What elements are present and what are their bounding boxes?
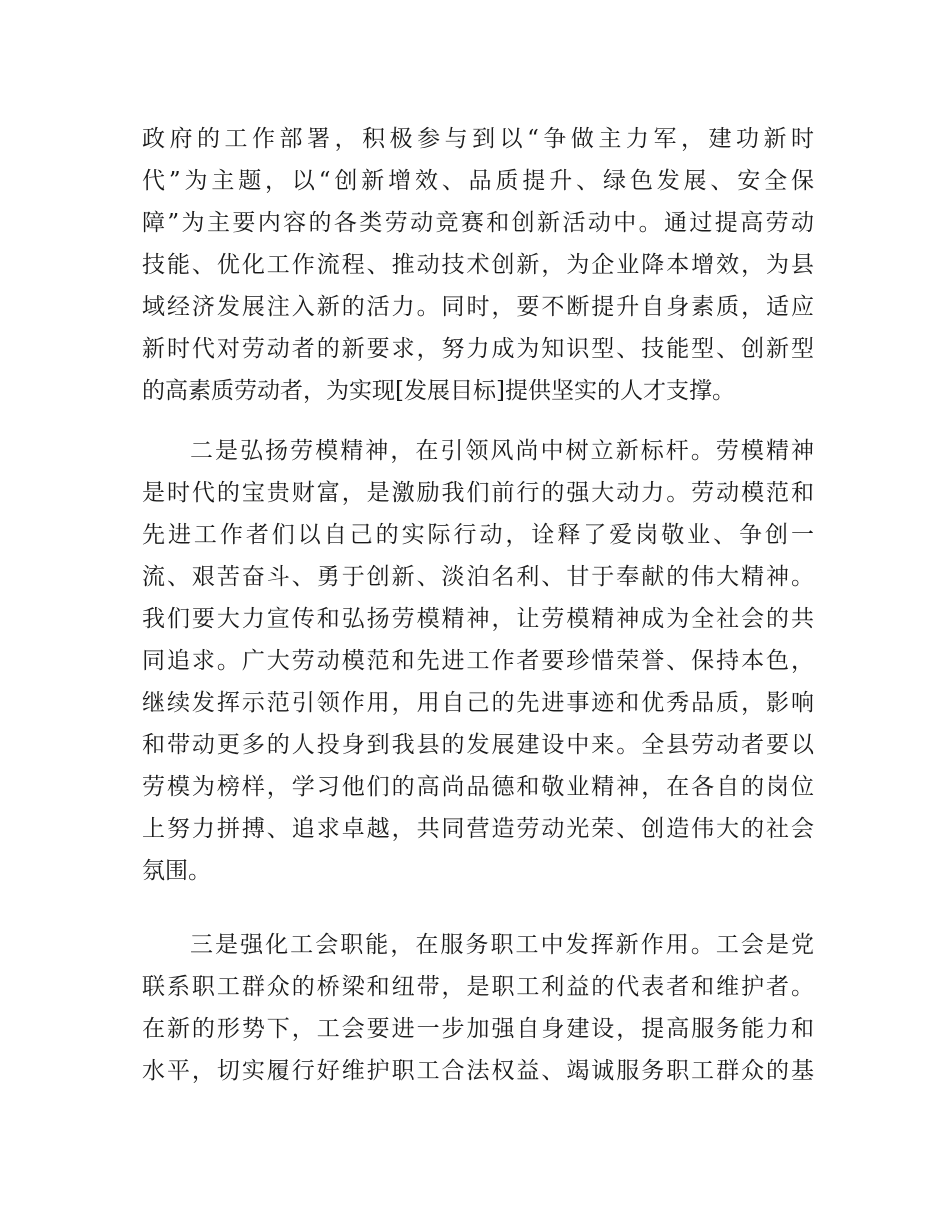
paragraph-line: 氛围。 xyxy=(142,858,211,884)
paragraph-line: 障”为主要内容的各类劳动竞赛和创新活动中。通过提高劳动 xyxy=(142,210,814,236)
paragraph-3 xyxy=(142,924,814,1092)
paragraph-line: 上努力拼搏、追求卓越，共同营造劳动光荣、创造伟大的社会 xyxy=(142,816,814,842)
paragraph-line: 政府的工作部署，积极参与到以“争做主力军，建功新时 xyxy=(142,126,814,152)
paragraph-2 xyxy=(142,430,814,892)
paragraph-1 xyxy=(142,118,814,412)
paragraph-line: 联系职工群众的桥梁和纽带，是职工利益的代表者和维护者。 xyxy=(142,974,814,1000)
paragraph-line: 在新的形势下，工会要进一步加强自身建设，提高服务能力和 xyxy=(142,1016,814,1042)
paragraph-line: 的高素质劳动者，为实现[发展目标]提供坚实的人才支撑。 xyxy=(142,378,735,404)
paragraph-line: 域经济发展注入新的活力。同时，要不断提升自身素质，适应 xyxy=(142,294,814,320)
paragraph-line: 继续发挥示范引领作用，用自己的先进事迹和优秀品质，影响 xyxy=(142,690,814,716)
paragraph-line: 代”为主题，以“创新增效、品质提升、绿色发展、安全保 xyxy=(142,168,814,194)
paragraph-line: 水平，切实履行好维护职工合法权益、竭诚服务职工群众的基 xyxy=(142,1058,814,1084)
paragraph-line: 技能、优化工作流程、推动技术创新，为企业降本增效，为县 xyxy=(142,252,814,278)
paragraph-line: 三是强化工会职能，在服务职工中发挥新作用。工会是党 xyxy=(190,932,814,958)
paragraph-line: 劳模为榜样，学习他们的高尚品德和敬业精神，在各自的岗位 xyxy=(142,774,814,800)
paragraph-line: 先进工作者们以自己的实际行动，诠释了爱岗敬业、争创一 xyxy=(142,522,814,548)
paragraph-line: 同追求。广大劳动模范和先进工作者要珍惜荣誉、保持本色， xyxy=(142,648,814,674)
paragraph-line: 是时代的宝贵财富，是激励我们前行的强大动力。劳动模范和 xyxy=(142,480,814,506)
paragraph-line: 流、艰苦奋斗、勇于创新、淡泊名利、甘于奉献的伟大精神。 xyxy=(142,564,814,590)
paragraph-line: 新时代对劳动者的新要求，努力成为知识型、技能型、创新型 xyxy=(142,336,814,362)
paragraph-line: 我们要大力宣传和弘扬劳模精神，让劳模精神成为全社会的共 xyxy=(142,606,814,632)
paragraph-line: 二是弘扬劳模精神，在引领风尚中树立新标杆。劳模精神 xyxy=(190,438,814,464)
paragraph-line: 和带动更多的人投身到我县的发展建设中来。全县劳动者要以 xyxy=(142,732,814,758)
